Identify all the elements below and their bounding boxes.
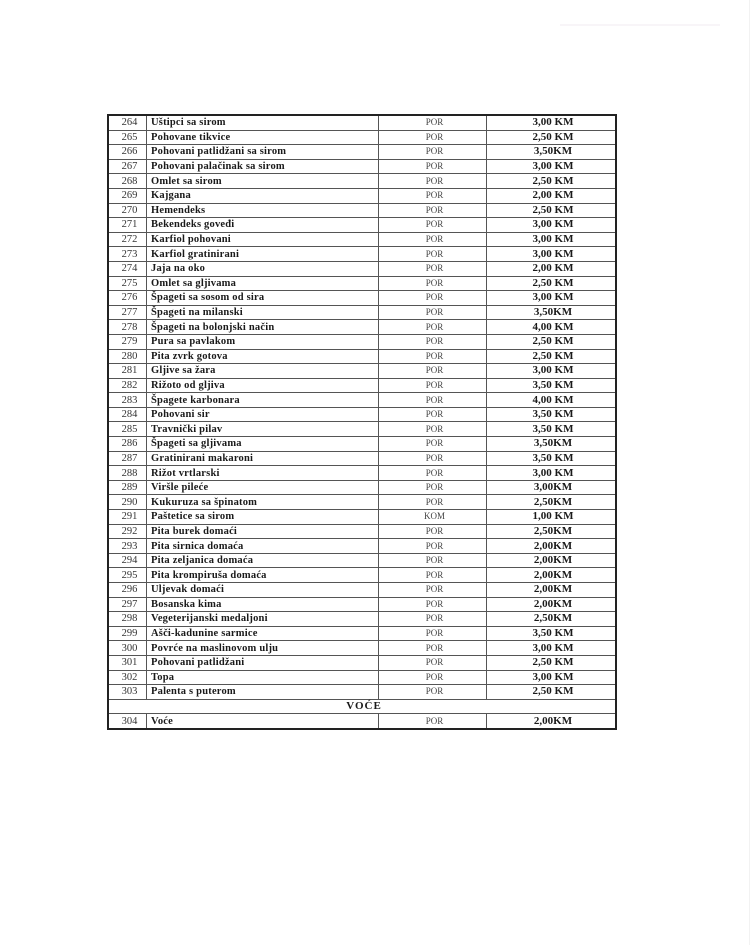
item-number: 269	[108, 188, 147, 203]
item-name: Pura sa pavlakom	[147, 334, 379, 349]
item-price: 2,00 KM	[487, 261, 617, 276]
item-unit: POR	[379, 364, 487, 379]
item-unit: POR	[379, 291, 487, 306]
table-row	[108, 130, 616, 145]
item-number: 276	[108, 291, 147, 306]
item-price: 2,50 KM	[487, 334, 617, 349]
item-price: 3,50 KM	[487, 451, 617, 466]
item-price: 3,00 KM	[487, 247, 617, 262]
item-number: 266	[108, 145, 147, 160]
item-price: 2,50 KM	[487, 685, 617, 700]
item-unit: POR	[379, 495, 487, 510]
item-number: 264	[108, 115, 147, 130]
item-name: Rižot vrtlarski	[147, 466, 379, 481]
item-number: 290	[108, 495, 147, 510]
item-number: 267	[108, 159, 147, 174]
item-name: Pohovane tikvice	[147, 130, 379, 145]
item-name: Špageti sa gljivama	[147, 437, 379, 452]
table-row	[108, 437, 616, 452]
item-name: Voće	[147, 714, 379, 729]
table-row	[108, 247, 616, 262]
item-price: 2,00KM	[487, 597, 617, 612]
item-unit: POR	[379, 466, 487, 481]
item-name: Pohovani patlidžani	[147, 655, 379, 670]
item-price: 2,50 KM	[487, 655, 617, 670]
item-name: Vegeterijanski medaljoni	[147, 612, 379, 627]
item-name: Pita sirnica domaća	[147, 539, 379, 554]
item-price: 3,50KM	[487, 145, 617, 160]
table-row	[108, 480, 616, 495]
section-header-row	[108, 699, 616, 714]
item-number: 268	[108, 174, 147, 189]
table-row	[108, 276, 616, 291]
item-name: Jaja na oko	[147, 261, 379, 276]
item-price: 2,50 KM	[487, 203, 617, 218]
item-price: 3,00 KM	[487, 291, 617, 306]
item-price: 3,00 KM	[487, 159, 617, 174]
item-unit: POR	[379, 524, 487, 539]
item-name: Rižoto od gljiva	[147, 378, 379, 393]
item-number: 304	[108, 714, 147, 729]
item-price: 3,50 KM	[487, 422, 617, 437]
item-unit: POR	[379, 422, 487, 437]
item-number: 294	[108, 553, 147, 568]
table-row	[108, 655, 616, 670]
item-price: 2,50 KM	[487, 349, 617, 364]
item-number: 284	[108, 407, 147, 422]
item-unit: POR	[379, 203, 487, 218]
item-name: Viršle pileće	[147, 480, 379, 495]
table-row	[108, 685, 616, 700]
table-row	[108, 553, 616, 568]
table-row	[108, 597, 616, 612]
item-price: 3,00 KM	[487, 218, 617, 233]
item-name: Pita burek domaći	[147, 524, 379, 539]
item-unit: POR	[379, 685, 487, 700]
table-row	[108, 232, 616, 247]
item-name: Uljevak domaći	[147, 583, 379, 598]
item-price: 2,00KM	[487, 539, 617, 554]
item-unit: POR	[379, 334, 487, 349]
item-name: Uštipci sa sirom	[147, 115, 379, 130]
item-number: 289	[108, 480, 147, 495]
item-number: 270	[108, 203, 147, 218]
item-unit: POR	[379, 320, 487, 335]
item-number: 296	[108, 583, 147, 598]
item-price: 1,00 KM	[487, 510, 617, 525]
item-name: Špagete karbonara	[147, 393, 379, 408]
table-row	[108, 583, 616, 598]
item-name: Pohovani patlidžani sa sirom	[147, 145, 379, 160]
table-row	[108, 291, 616, 306]
item-name: Omlet sa gljivama	[147, 276, 379, 291]
item-number: 300	[108, 641, 147, 656]
item-number: 282	[108, 378, 147, 393]
item-price: 2,50KM	[487, 524, 617, 539]
item-unit: POR	[379, 115, 487, 130]
item-name: Kajgana	[147, 188, 379, 203]
item-name: Pohovani palačinak sa sirom	[147, 159, 379, 174]
item-name: Ašči-kadunine sarmice	[147, 626, 379, 641]
table-row	[108, 612, 616, 627]
item-price: 3,00 KM	[487, 641, 617, 656]
item-price: 3,50 KM	[487, 407, 617, 422]
table-row	[108, 670, 616, 685]
item-unit: POR	[379, 641, 487, 656]
price-list-table	[107, 114, 617, 730]
item-number: 281	[108, 364, 147, 379]
item-price: 3,00 KM	[487, 670, 617, 685]
item-name: Karfiol gratinirani	[147, 247, 379, 262]
table-row	[108, 393, 616, 408]
item-number: 303	[108, 685, 147, 700]
item-name: Paštetice sa sirom	[147, 510, 379, 525]
item-unit: POR	[379, 159, 487, 174]
item-price: 2,00KM	[487, 714, 617, 729]
item-price: 2,50 KM	[487, 276, 617, 291]
table-row	[108, 641, 616, 656]
table-row	[108, 451, 616, 466]
item-name: Povrće na maslinovom ulju	[147, 641, 379, 656]
item-price: 4,00 KM	[487, 393, 617, 408]
table-row	[108, 714, 616, 729]
item-unit: POR	[379, 247, 487, 262]
item-number: 265	[108, 130, 147, 145]
table-row	[108, 626, 616, 641]
item-unit: KOM	[379, 510, 487, 525]
item-name: Pita krompiruša domaća	[147, 568, 379, 583]
item-number: 285	[108, 422, 147, 437]
item-number: 275	[108, 276, 147, 291]
item-unit: POR	[379, 539, 487, 554]
item-number: 273	[108, 247, 147, 262]
item-unit: POR	[379, 626, 487, 641]
item-unit: POR	[379, 261, 487, 276]
item-price: 2,50KM	[487, 495, 617, 510]
item-number: 283	[108, 393, 147, 408]
item-unit: POR	[379, 568, 487, 583]
item-unit: POR	[379, 480, 487, 495]
item-name: Omlet sa sirom	[147, 174, 379, 189]
item-unit: POR	[379, 232, 487, 247]
item-name: Pita zvrk gotova	[147, 349, 379, 364]
item-name: Bekendeks goveđi	[147, 218, 379, 233]
table-row	[108, 188, 616, 203]
table-row	[108, 174, 616, 189]
item-unit: POR	[379, 145, 487, 160]
item-price: 3,50 KM	[487, 626, 617, 641]
table-row	[108, 422, 616, 437]
table-row	[108, 495, 616, 510]
item-price: 3,00 KM	[487, 232, 617, 247]
item-price: 3,00 KM	[487, 364, 617, 379]
item-price: 2,50 KM	[487, 174, 617, 189]
item-number: 299	[108, 626, 147, 641]
item-price: 2,50 KM	[487, 130, 617, 145]
item-name: Karfiol pohovani	[147, 232, 379, 247]
table-row	[108, 305, 616, 320]
item-unit: POR	[379, 553, 487, 568]
item-number: 271	[108, 218, 147, 233]
item-number: 287	[108, 451, 147, 466]
item-price: 4,00 KM	[487, 320, 617, 335]
item-name: Špageti na bolonjski način	[147, 320, 379, 335]
item-number: 286	[108, 437, 147, 452]
item-unit: POR	[379, 583, 487, 598]
item-number: 272	[108, 232, 147, 247]
item-unit: POR	[379, 174, 487, 189]
table-row	[108, 568, 616, 583]
item-name: Palenta s puterom	[147, 685, 379, 700]
item-name: Kukuruza sa špinatom	[147, 495, 379, 510]
price-list-body	[108, 115, 616, 729]
section-title: VOĆE	[108, 699, 616, 714]
item-unit: POR	[379, 305, 487, 320]
table-row	[108, 115, 616, 130]
item-number: 292	[108, 524, 147, 539]
table-row	[108, 466, 616, 481]
item-unit: POR	[379, 378, 487, 393]
item-price: 2,00KM	[487, 553, 617, 568]
item-name: Gratinirani makaroni	[147, 451, 379, 466]
item-number: 280	[108, 349, 147, 364]
item-price: 3,50KM	[487, 305, 617, 320]
table-row	[108, 203, 616, 218]
table-row	[108, 524, 616, 539]
item-name: Bosanska kima	[147, 597, 379, 612]
table-row	[108, 320, 616, 335]
item-name: Travnički pilav	[147, 422, 379, 437]
item-number: 278	[108, 320, 147, 335]
item-number: 295	[108, 568, 147, 583]
item-price: 3,00KM	[487, 480, 617, 495]
item-number: 277	[108, 305, 147, 320]
table-row	[108, 378, 616, 393]
item-unit: POR	[379, 714, 487, 729]
table-row	[108, 510, 616, 525]
item-price: 2,00KM	[487, 568, 617, 583]
table-row	[108, 334, 616, 349]
item-number: 302	[108, 670, 147, 685]
table-row	[108, 261, 616, 276]
item-unit: POR	[379, 349, 487, 364]
item-unit: POR	[379, 612, 487, 627]
item-price: 2,00KM	[487, 583, 617, 598]
item-number: 279	[108, 334, 147, 349]
item-name: Pita zeljanica domaća	[147, 553, 379, 568]
item-unit: POR	[379, 407, 487, 422]
item-price: 2,00 KM	[487, 188, 617, 203]
table-row	[108, 539, 616, 554]
table-row	[108, 218, 616, 233]
item-name: Topa	[147, 670, 379, 685]
table-row	[108, 407, 616, 422]
table-row	[108, 349, 616, 364]
item-number: 288	[108, 466, 147, 481]
item-price: 3,50KM	[487, 437, 617, 452]
item-number: 298	[108, 612, 147, 627]
item-name: Špageti na milanski	[147, 305, 379, 320]
item-unit: POR	[379, 670, 487, 685]
item-number: 291	[108, 510, 147, 525]
item-unit: POR	[379, 655, 487, 670]
scan-artifact	[560, 24, 720, 26]
table-row	[108, 159, 616, 174]
item-unit: POR	[379, 393, 487, 408]
item-unit: POR	[379, 276, 487, 291]
table-row	[108, 145, 616, 160]
item-price: 3,50 KM	[487, 378, 617, 393]
item-unit: POR	[379, 218, 487, 233]
item-unit: POR	[379, 451, 487, 466]
item-unit: POR	[379, 188, 487, 203]
item-unit: POR	[379, 130, 487, 145]
item-unit: POR	[379, 437, 487, 452]
item-number: 301	[108, 655, 147, 670]
item-name: Špageti sa sosom od sira	[147, 291, 379, 306]
item-name: Gljive sa žara	[147, 364, 379, 379]
item-name: Hemendeks	[147, 203, 379, 218]
item-name: Pohovani sir	[147, 407, 379, 422]
item-price: 3,00 KM	[487, 115, 617, 130]
item-price: 2,50KM	[487, 612, 617, 627]
item-number: 293	[108, 539, 147, 554]
item-number: 274	[108, 261, 147, 276]
item-unit: POR	[379, 597, 487, 612]
table-row	[108, 364, 616, 379]
item-price: 3,00 KM	[487, 466, 617, 481]
item-number: 297	[108, 597, 147, 612]
